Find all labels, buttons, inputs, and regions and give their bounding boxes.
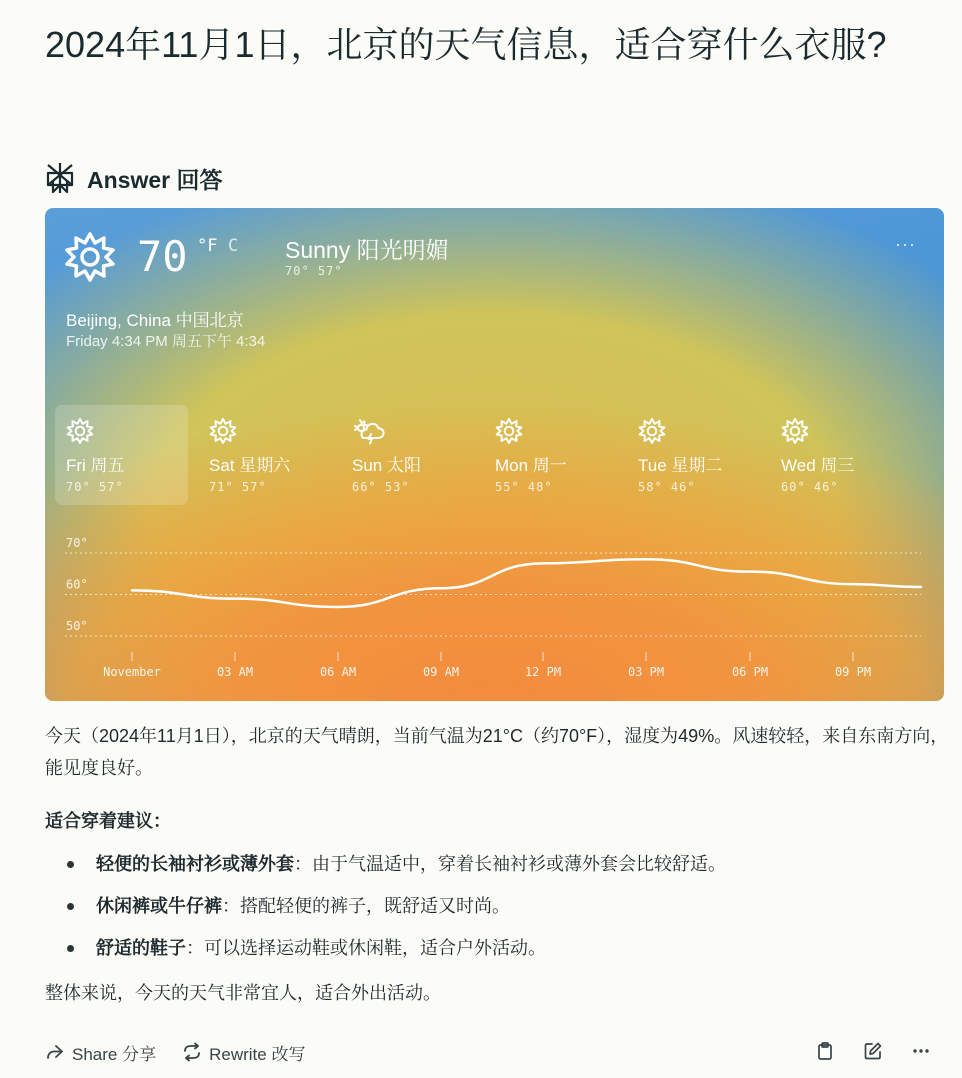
more-icon[interactable] [910,1040,932,1062]
list-item [45,888,945,930]
answer-header [45,160,222,196]
y-tick-label: 70° [66,536,88,550]
tip-heading: 轻便的长袖衬衫或薄外套 [96,854,294,874]
y-tick-label: 60° [66,577,88,592]
list-item [45,930,945,972]
forecast-day-hi-lo: 60° 46° [781,480,839,494]
tip-text: ：可以选择运动鞋或休闲鞋，适合户外活动。 [186,938,546,958]
x-tick-label: 09 PM [834,665,872,679]
forecast-day[interactable] [770,405,903,505]
rewrite-button[interactable] [182,1040,305,1065]
forecast-day[interactable] [341,405,474,505]
question-title: 2024年11月1日，北京的天气信息，适合穿什么衣服? [45,24,887,65]
rewrite-label: Rewrite 改写 [209,1044,306,1064]
temperature-line [132,559,921,607]
tip-text: ：搭配轻便的裤子，既舒适又时尚。 [222,896,510,916]
x-tick-label: 03 PM [627,665,665,679]
sun-icon [781,417,809,445]
closing-summary: 整体来说，今天的天气非常宜人，适合外出活动。 [45,983,441,1003]
share-label: Share 分享 [72,1044,157,1064]
hourly-temperature-chart [45,528,944,688]
thunderstorm-icon [352,417,386,445]
location-datetime: Friday 4:34 PM 周五下午 4:34 [66,333,266,350]
tip-text: ：由于气温适中，穿着长袖衬衫或薄外套会比较舒适。 [294,854,726,874]
perplexity-logo-icon [45,161,75,195]
forecast-day-hi-lo: 70° 57° [66,480,124,494]
forecast-day-name: Sun 太阳 [352,456,421,475]
answer-actions [45,1038,305,1066]
tips-title: 适合穿着建议： [45,811,171,831]
sun-icon [66,417,94,445]
forecast-day-hi-lo: 55° 48° [495,480,553,494]
forecast-day[interactable] [55,405,188,505]
y-tick-label: 50° [66,619,88,633]
forecast-day[interactable] [198,405,331,505]
location-label: Beijing, China 中国北京 [66,311,244,330]
answer-tools [814,1040,932,1062]
x-tick-label: 06 AM [319,665,357,679]
current-hi-lo: 70° 57° [285,264,343,278]
clothing-tips-list [45,846,945,972]
forecast-day[interactable] [484,405,617,505]
rewrite-icon [182,1042,202,1062]
tip-heading: 休闲裤或牛仔裤 [96,896,222,916]
forecast-day-name: Mon 周一 [495,456,567,475]
condition-label: Sunny 阳光明媚 [285,237,449,263]
x-tick-label: 12 PM [524,665,562,679]
unit-celsius-toggle[interactable]: C [228,236,239,256]
forecast-day-hi-lo: 66° 53° [352,480,410,494]
forecast-day-name: Fri 周五 [66,456,125,475]
forecast-day-hi-lo: 58° 46° [638,480,696,494]
current-temperature: 70 [137,232,188,281]
x-tick-label: 03 AM [216,665,254,679]
share-button[interactable] [45,1040,156,1065]
list-item [45,846,945,888]
share-icon [45,1042,65,1062]
answer-label: Answer 回答 [87,166,223,193]
forecast-day-name: Sat 星期六 [209,456,291,475]
more-options-icon[interactable]: ··· [895,234,916,254]
sun-icon [638,417,666,445]
copy-icon[interactable] [814,1040,836,1062]
sun-icon [209,417,237,445]
weather-summary: 今天（2024年11月1日），北京的天气晴朗，当前气温为21°C（约70°F），湿度为49%。风速较轻，来自东南方向，能见度良好。 [45,726,949,778]
unit-fahrenheit-toggle[interactable]: °F [197,236,218,256]
forecast-day-name: Tue 星期二 [638,456,723,475]
sun-icon [495,417,523,445]
x-tick-label: 06 PM [731,665,769,679]
tip-heading: 舒适的鞋子 [96,938,186,958]
sun-icon [64,231,116,283]
daily-forecast [55,405,915,505]
x-tick-label: November [103,665,161,679]
weather-card [45,208,944,701]
forecast-day[interactable] [627,405,760,505]
forecast-day-hi-lo: 71° 57° [209,480,267,494]
x-tick-label: 09 AM [422,665,460,679]
edit-icon[interactable] [862,1040,884,1062]
forecast-day-name: Wed 周三 [781,456,855,475]
